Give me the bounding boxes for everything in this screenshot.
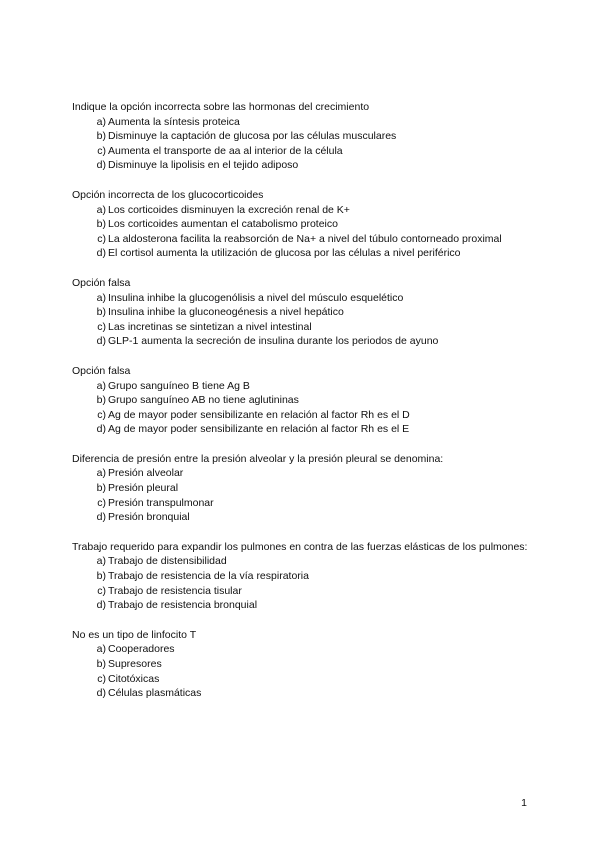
question-text: Opción falsa	[72, 364, 131, 377]
option-letter: b)	[96, 306, 106, 319]
option-letter: a)	[96, 555, 106, 568]
option-text: Insulina inhibe la gluconeogénesis a nivel hepático	[108, 306, 344, 319]
option-text: Supresores	[108, 658, 162, 670]
option-text: Trabajo de resistencia bronquial	[108, 599, 258, 612]
option-letter: b)	[96, 658, 106, 670]
option-text: Cooperadores	[108, 643, 175, 656]
question-text: No es un tipo de linfocito T	[72, 628, 197, 641]
page-number: 1	[521, 797, 527, 809]
option-letter: d)	[96, 159, 106, 172]
option-text: Ag de mayor poder sensibilizante en relación al factor Rh es el D	[108, 408, 410, 421]
question-text: Opción falsa	[72, 276, 131, 289]
option-list	[72, 466, 542, 524]
option-c	[90, 144, 542, 159]
option-text: Presión bronquial	[108, 511, 190, 524]
option-text: Grupo sanguíneo B tiene Ag B	[108, 379, 250, 392]
option-text: Insulina inhibe la glucogenólisis a nivel del músculo esquelético	[108, 291, 404, 304]
option-c	[90, 232, 542, 247]
option-b	[90, 657, 542, 672]
option-a	[90, 379, 542, 394]
question-text: Indique la opción incorrecta sobre las hormonas del crecimiento	[72, 101, 370, 113]
option-letter: c)	[97, 408, 106, 421]
question-list	[72, 100, 542, 716]
option-d	[90, 158, 542, 173]
option-letter: c)	[97, 144, 106, 157]
option-text: Trabajo de resistencia de la vía respiratoria	[108, 570, 309, 583]
question-3	[72, 276, 542, 349]
option-letter: c)	[97, 232, 106, 245]
option-letter: c)	[97, 584, 106, 597]
question-text: Trabajo requerido para expandir los pulmones en contra de las fuerzas elásticas de los pulmones:	[72, 540, 528, 553]
option-text: Presión pleural	[108, 482, 179, 495]
option-d	[90, 246, 542, 261]
option-letter: a)	[96, 291, 106, 304]
question-2	[72, 188, 542, 261]
option-text: Presión transpulmonar	[108, 496, 214, 509]
option-letter: d)	[96, 687, 106, 700]
option-letter: b)	[96, 218, 106, 231]
option-list	[72, 203, 542, 261]
option-text: Aumenta la síntesis proteica	[108, 115, 240, 128]
option-a	[90, 203, 542, 218]
option-text: Aumenta el transporte de aa al interior de la célula	[108, 144, 343, 157]
option-a	[90, 291, 542, 306]
option-letter: c)	[97, 320, 106, 333]
option-letter: b)	[96, 394, 106, 407]
option-letter: b)	[96, 482, 106, 495]
option-letter: a)	[96, 467, 106, 480]
option-b	[90, 481, 542, 496]
option-b	[90, 305, 542, 320]
option-letter: d)	[96, 599, 106, 612]
question-7	[72, 628, 542, 701]
option-a	[90, 554, 542, 569]
option-c	[90, 320, 542, 335]
option-text: Células plasmáticas	[108, 687, 202, 700]
option-list	[72, 291, 542, 349]
option-list	[72, 642, 542, 700]
option-letter: a)	[96, 203, 106, 216]
option-d	[90, 334, 542, 349]
question-text: Opción incorrecta de los glucocorticoides	[72, 188, 264, 201]
question-1	[72, 100, 542, 173]
option-b	[90, 569, 542, 584]
option-letter: d)	[96, 247, 106, 260]
option-letter: b)	[96, 570, 106, 583]
option-a	[90, 115, 542, 130]
question-5	[72, 452, 542, 525]
option-text: Presión alveolar	[108, 467, 184, 480]
option-text: Grupo sanguíneo AB no tiene aglutininas	[108, 394, 299, 407]
option-text: Disminuye la captación de glucosa por las células musculares	[108, 130, 397, 143]
option-b	[90, 129, 542, 144]
option-letter: c)	[97, 672, 106, 685]
option-letter: d)	[96, 423, 106, 436]
option-d	[90, 686, 542, 701]
option-text: Trabajo de resistencia tisular	[108, 584, 242, 597]
question-4	[72, 364, 542, 437]
option-text: Los corticoides disminuyen la excreción renal de K+	[108, 203, 350, 216]
question-text: Diferencia de presión entre la presión alveolar y la presión pleural se denomina:	[72, 452, 444, 465]
option-d	[90, 422, 542, 437]
option-text: Ag de mayor poder sensibilizante en relación al factor Rh es el E	[108, 423, 410, 436]
option-d	[90, 510, 542, 525]
option-text: El cortisol aumenta la utilización de glucosa por las células a nivel periférico	[108, 247, 461, 260]
option-letter: a)	[96, 115, 106, 128]
option-letter: b)	[96, 130, 106, 143]
option-list	[72, 115, 542, 173]
option-text: Las incretinas se sintetizan a nivel intestinal	[108, 320, 312, 333]
option-letter: d)	[96, 511, 106, 524]
option-c	[90, 584, 542, 599]
option-letter: a)	[96, 379, 106, 392]
option-a	[90, 642, 542, 657]
option-text: Citotóxicas	[108, 672, 160, 685]
option-list	[72, 554, 542, 612]
option-text: Los corticoides aumentan el catabolismo proteico	[108, 218, 338, 231]
option-a	[90, 466, 542, 481]
option-text: Disminuye la lipolisis en el tejido adiposo	[108, 159, 299, 172]
option-text: GLP-1 aumenta la secreción de insulina durante los periodos de ayuno	[108, 335, 439, 348]
option-letter: c)	[97, 496, 106, 509]
option-list	[72, 379, 542, 437]
option-c	[90, 408, 542, 423]
option-b	[90, 393, 542, 408]
option-c	[90, 496, 542, 511]
question-6	[72, 540, 542, 613]
option-d	[90, 598, 542, 613]
option-c	[90, 672, 542, 687]
option-text: La aldosterona facilita la reabsorción de Na+ a nivel del túbulo contorneado proximal	[108, 232, 502, 245]
option-b	[90, 217, 542, 232]
option-text: Trabajo de distensibilidad	[108, 555, 227, 568]
option-letter: d)	[96, 335, 106, 348]
option-letter: a)	[96, 643, 106, 656]
